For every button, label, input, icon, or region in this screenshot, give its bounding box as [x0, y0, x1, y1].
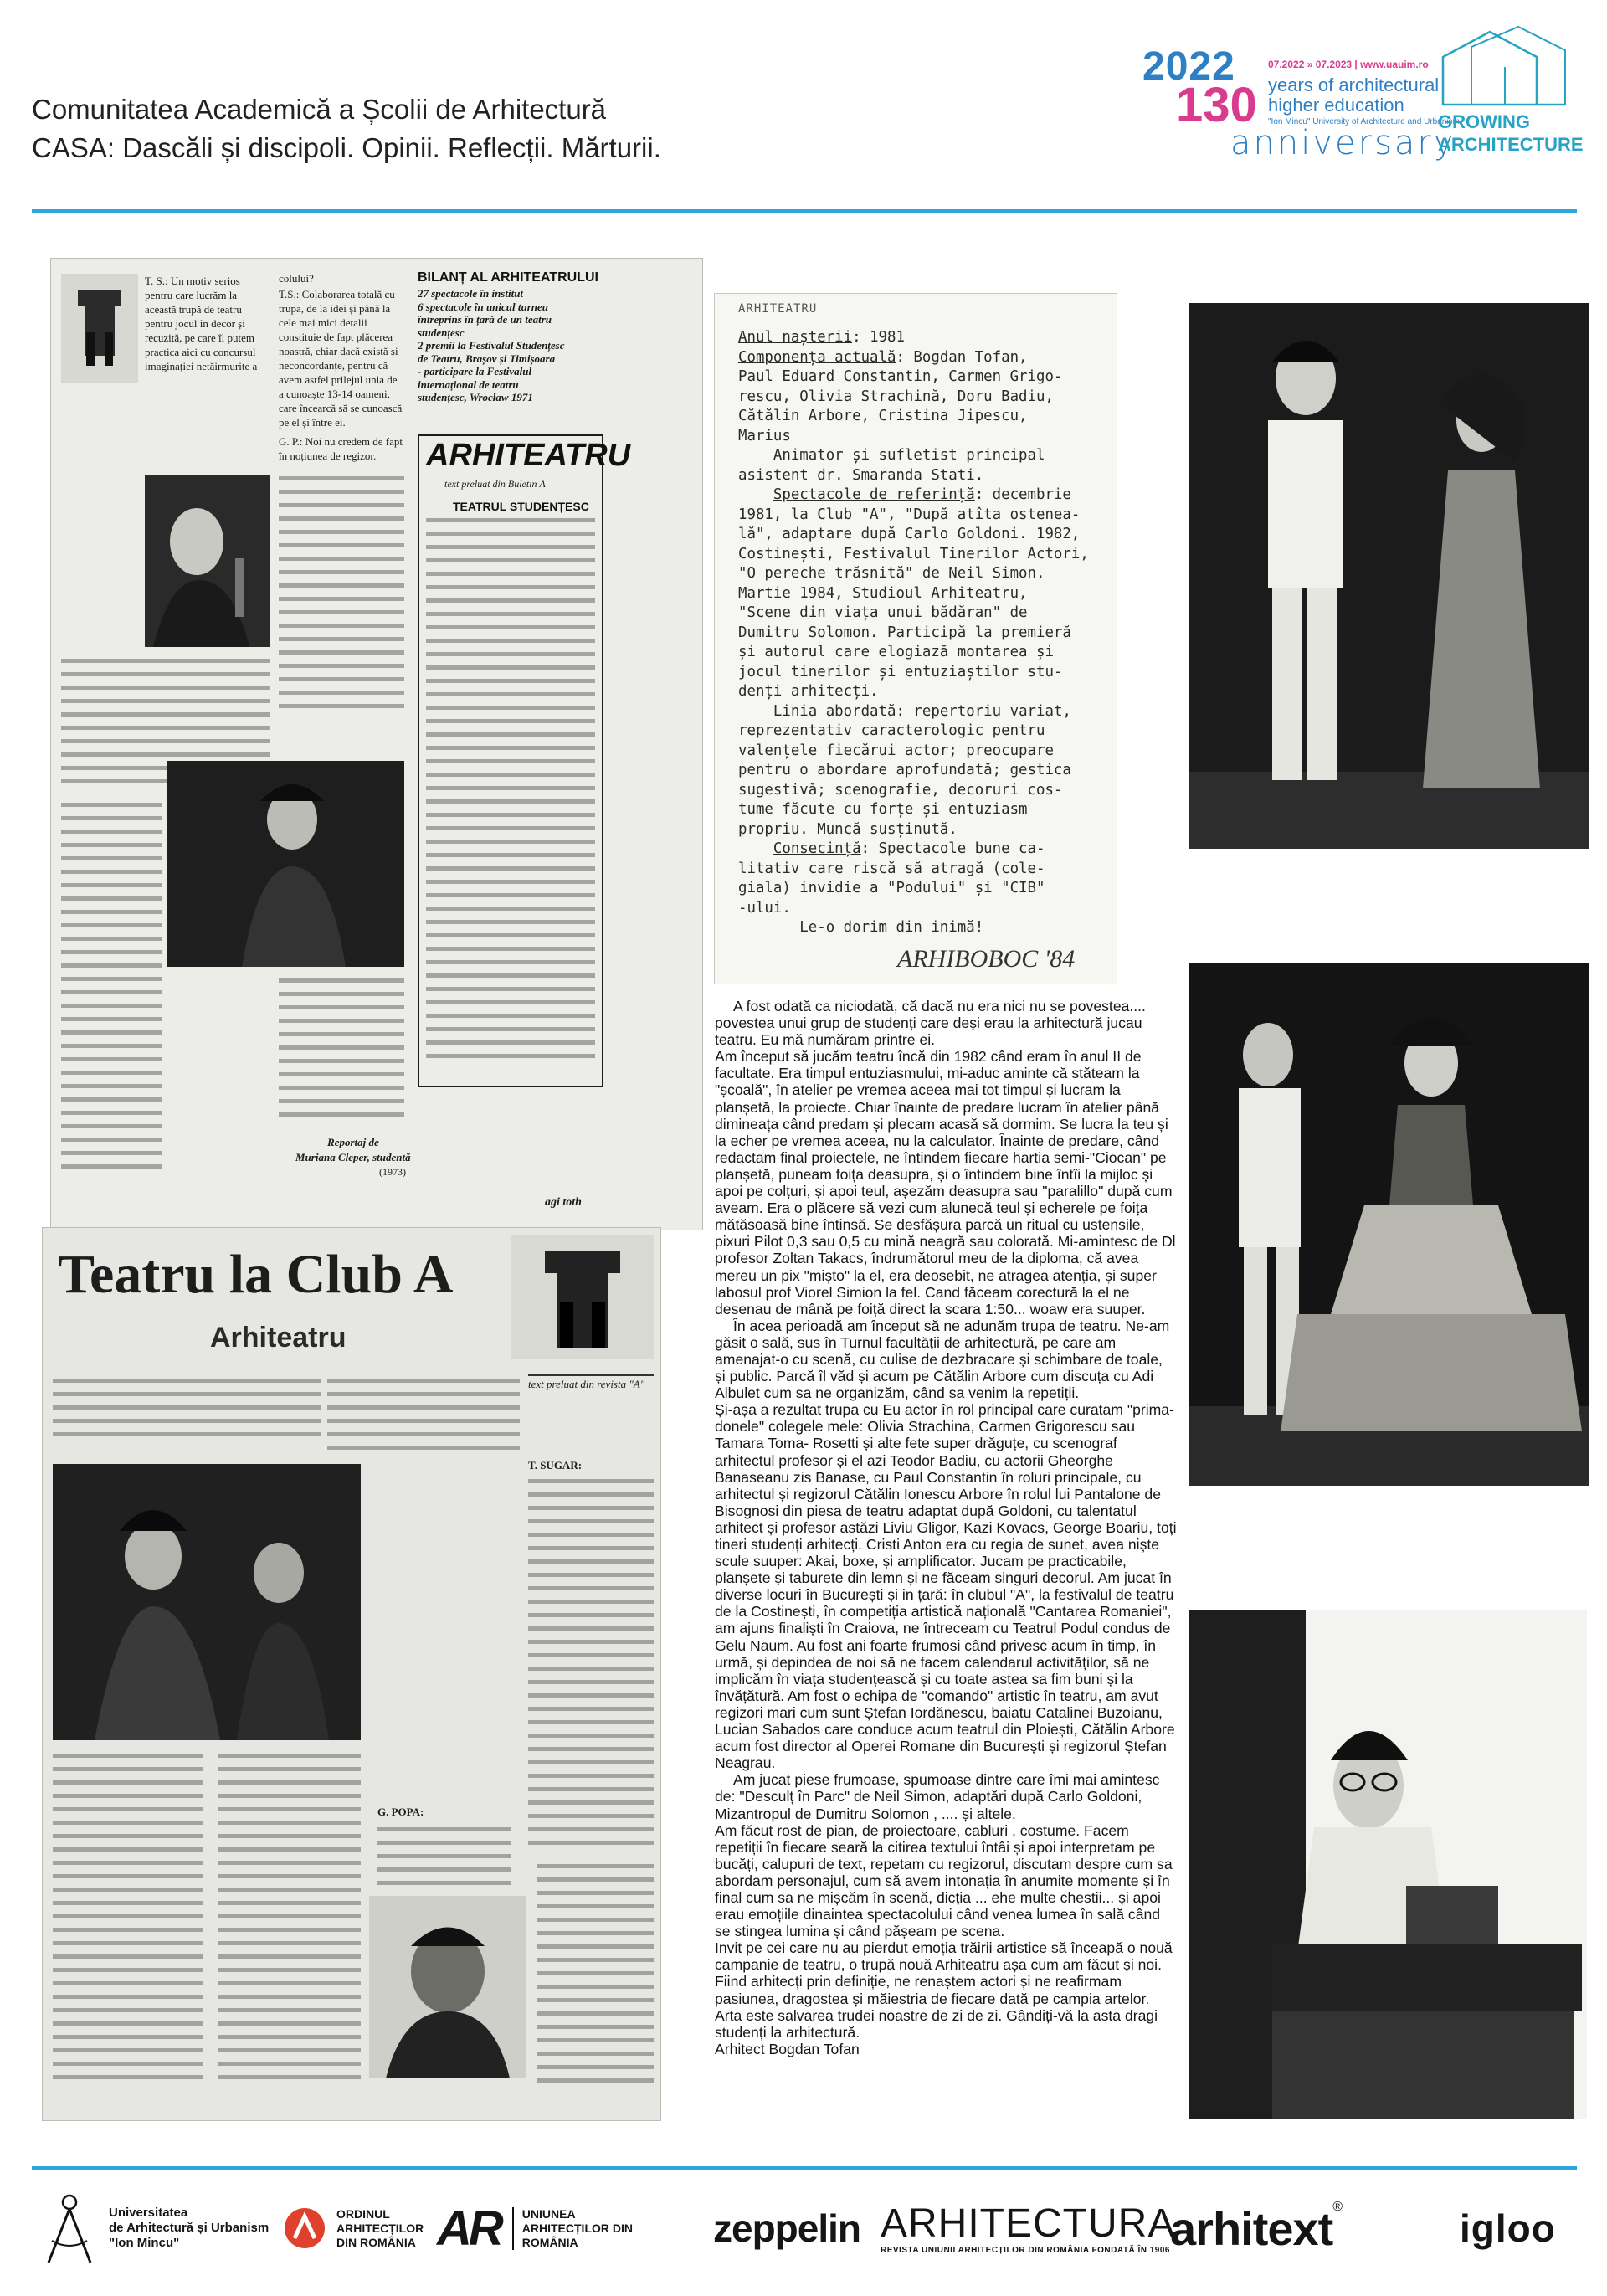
footer-divider	[32, 2166, 1577, 2170]
house-outline-icon	[1438, 25, 1580, 109]
clipping2-col3b-text	[537, 1864, 654, 2092]
typewriter-signature: ARHIBOBOC '84	[897, 945, 1076, 973]
anniversary-number: 130	[1176, 78, 1257, 132]
clipping1-ts-intro: T. S.: Un motiv serios pentru care lucrăm la această trupă de teatru pentru jocul în decor și recuzită, pe care îl putem practica aici cu concursul imaginației netăirmurite a	[145, 275, 258, 372]
article-author: Arhitect Bogdan Tofan	[715, 2040, 860, 2057]
typewriter-line: -ului.	[738, 899, 791, 917]
typewriter-line: Anul nașterii: 1981	[738, 329, 905, 346]
typewriter-line: denți arhitecți.	[738, 683, 879, 700]
typewriter-line: Costinești, Festivalul Tinerilor Actori,	[738, 545, 1089, 562]
typewriter-document	[714, 293, 1117, 984]
arhitectura-wordmark: ARHITECTURA	[881, 2201, 1176, 2246]
typewriter-line: litativ care riscă să atragă (cole-	[738, 860, 1045, 877]
clipping1-ts-reply: T.S.: Colaborarea totală cu trupa, de la idei și până la cele mai mici detalii constituie de fapt plăcerea noastră, chiar dacă există și neconcordanțe, pentru că avem astfel prilejul unia de a cunoaște 13-14 oameni, care încearcă să se cunoască pe el și între ei.	[279, 288, 403, 429]
typewriter-line: Dumitru Solomon. Participă la premieră	[738, 624, 1071, 641]
bilant-item: studențesc	[418, 326, 465, 339]
oar-line-1: ORDINUL	[336, 2206, 390, 2221]
growing-line-1: GROWING	[1438, 111, 1530, 132]
photo-costume-dance	[1189, 963, 1589, 1486]
clipping2-title: Teatru la Club A	[58, 1244, 454, 1305]
arhiteatru-box-source: text preluat din Buletin A	[444, 478, 546, 490]
clipping2-col2b-text	[377, 1827, 511, 1894]
clipping1-col2-top: colului?	[279, 272, 314, 285]
oar-line-3: DIN ROMÂNIA	[336, 2235, 416, 2249]
bilant-item: întreprins în țară de un teatru	[418, 313, 552, 326]
clipping1-signature: agi toth	[545, 1196, 582, 1209]
uar-mark: AR	[437, 2201, 501, 2256]
newspaper-clipping-1	[50, 258, 703, 1230]
typewriter-line: Martie 1984, Studioul Arhiteatru,	[738, 584, 1028, 602]
logo-arhitectura	[881, 2186, 1175, 2270]
title-line-1: Comunitatea Academică a Școlii de Arhitectură	[32, 94, 607, 125]
uar-line-2: ARHITECȚILOR DIN	[521, 2221, 633, 2235]
bilant-item: internațional de teatru	[418, 378, 519, 391]
article-paragraph: Am făcut rost de pian, de proiectoare, cabluri , costume. Facem repetiții în fiecare seară la citirea textului întâi și apoi interpretam pe bucăți, calupuri de text, repetam cu regizorul, discutam despre cum sa abordam personajul, cum să avem intonația în anumite momente și în final cum sa ne mișcăm în scenă, dicția ... ehe multe chestii... și apoi erau emoțiile dinaintea spectacolului când venea lumea în sală când se stingea lumina și când pășeam pe scena.	[715, 1821, 1173, 1940]
uauim-line-1: Universitatea	[109, 2206, 188, 2220]
uar-line-3: ROMÂNIA	[521, 2235, 578, 2249]
logo-zeppelin	[713, 2186, 860, 2270]
typewriter-line: "O pereche trăsnită" de Neil Simon.	[738, 565, 1045, 582]
anniversary-tagline-2: higher education	[1268, 95, 1404, 116]
typewriter-line: rescu, Olivia Strachină, Doru Badiu,	[738, 388, 1054, 405]
bilant-item: de Teatru, Brașov și Timișoara	[418, 352, 556, 365]
clipping2-popa-label: G. POPA:	[377, 1805, 424, 1818]
typewriter-line: Animator și sufletist principal	[738, 447, 1045, 464]
article-paragraph: Invit pe cei care nu au pierdut emoția trăirii artistice să înceapă o nouă campanie de teatru, o trupă nouă Arhiteatru așa cum am făcut și noi. Fiind arhitecți prin definiție, ne renaștem actori și ne reafirmam pasiunea, dragostea și măiestria de fiecare dată pe campia artelor. Arta este salvarea trudei noastre de zi de zi. Gândiți-vă la asta dragi studenți la arhitectură.	[715, 1939, 1173, 2041]
photo-duet-on-stage	[1189, 303, 1589, 849]
typewriter-line: "Scene din viața unui bădăran" de	[738, 604, 1028, 621]
clipping-photo-speaker	[145, 475, 270, 647]
typewriter-heading: Consecință	[773, 840, 861, 857]
article-body	[715, 998, 1177, 2057]
typewriter-line: Cătălin Arbore, Cristina Jipescu,	[738, 408, 1028, 424]
clipping1-year: (1973)	[379, 1166, 406, 1178]
bilant-item: 27 spectacole în institut	[418, 287, 524, 300]
zeppelin-wordmark: zeppelin	[713, 2206, 861, 2250]
igloo-wordmark: igloo	[1460, 2206, 1556, 2250]
clipping2-intro-text-b	[327, 1379, 520, 1459]
clipping2-intro-text	[53, 1379, 321, 1446]
logo-uar	[437, 2186, 633, 2270]
clipping1-gp-line: G. P.: Noi nu credem de fapt în noțiunea de regizor.	[279, 435, 403, 462]
typewriter-header: ARHITEATRU	[738, 302, 818, 316]
growing-line-2: ARCHITECTURE	[1438, 134, 1584, 155]
typewriter-line: Consecință: Spectacole bune ca-	[773, 840, 1045, 857]
typewriter-line: 1981, la Club "A", "După atîta ostenea-	[738, 506, 1081, 523]
clipping-photo-costume-small	[511, 1235, 654, 1359]
arhitext-wordmark: arhitext	[1170, 2201, 1333, 2255]
anniversary-tagline	[1268, 75, 1439, 116]
oar-emblem-icon	[283, 2206, 326, 2250]
growing-architecture-text	[1438, 110, 1584, 156]
arhiteatru-box-title: ARHITEATRU	[426, 438, 631, 473]
typewriter-heading: Anul nașterii	[738, 329, 853, 346]
clipping2-sugar-label: T. SUGAR:	[528, 1459, 583, 1472]
typewriter-heading: Componența actuală	[738, 348, 896, 366]
clipping-photo-stage-scene	[53, 1464, 361, 1740]
typewriter-line: reprezentativ caracterologic pentru	[738, 722, 1045, 739]
clipping2-col3-text	[528, 1479, 654, 1854]
clipping1-text-col2b	[279, 978, 404, 1126]
bilant-item: - participare la Festivalul	[418, 365, 532, 378]
typewriter-line: Spectacole de referință: decembrie	[773, 486, 1071, 503]
logo-uauim	[40, 2186, 269, 2270]
anniversary-logo	[1142, 33, 1460, 167]
clipping1-text-col2	[279, 476, 404, 717]
teatrul-studentesc-heading: TEATRUL STUDENȚESC	[453, 500, 589, 513]
typewriter-line: Marius	[738, 427, 791, 444]
typewriter-line: asistent dr. Smaranda Stati.	[738, 466, 984, 484]
typewriter-line: Linia abordată: repertoriu variat,	[773, 702, 1071, 720]
typewriter-heading: Linia abordată	[773, 702, 896, 720]
article-paragraph: A fost odată ca niciodată, că dacă nu era nici nu se povestea.... povestea unui grup de studenți care deși erau la arhitectură jucau teatru. Eu mă număram printre ei.	[715, 998, 1146, 1049]
arhitectura-tagline: REVISTA UNIUNII ARHITECȚILOR DIN ROMÂNIA FONDATĂ ÎN 1906	[881, 2245, 1170, 2255]
clipping1-text-col1b	[61, 803, 162, 1178]
typewriter-line: valențele fiecărui actor; preocupare	[738, 742, 1054, 759]
clipping2-subtitle: Arhiteatru	[210, 1322, 347, 1353]
typewriter-line: Le-o dorim din inimă!	[738, 919, 984, 936]
uauim-line-3: "Ion Mincu"	[109, 2236, 180, 2250]
bilant-item: studențesc, Wrocław 1971	[418, 391, 533, 403]
article-paragraph: Am început să jucăm teatru încă din 1982 când eram în anul II de facultate. Era timpul entuziasmului, mi-aduc aminte că stăteam la "școală", în atelier pe vremea aceea mai tot timpul și lucram la planșetă, la proiecte. Chiar înainte de predare lucram în atelier până dimineața când predam și plecam acasă să dormim. Se lucra la teu și la echer pe vremea aceea, nu la calculator. Înainte de predare, când redactam final proiectele, ne întindem fiecare hartia semi-"Ciocan" pe planșetă, puneam foița deasupra, și o întindem bine întîi la mijloc și apoi pe colțuri, și apoi teul, așezăm deasupra sau "paralillo" după cum aveam. Era o plăcere să vezi cum alunecă teul și echerele pe foița mătăsoasă bine întinsă. Se desfășura parcă un ritual cu ustensile, pixuri Pilot 0,3 sau 0,5 cu mină neagră sau colorată. Mi-amintesc de Dl profesor Zoltan Takacs, îndrumătorul meu de la diploma, că avea mereu un pix "mișto" la el, era deosebit, ne atragea atenția, și super labosul prof Viorel Simion la fel. Cand făceam corectură la el ne desenau de mână pe foiță direct la scara 1:50... woaw era suuper.	[715, 1048, 1176, 1318]
clipping-photo-portrait	[369, 1896, 526, 2078]
clipping2-source: text preluat din revista "A"	[528, 1374, 654, 1391]
typewriter-line: Componența actuală: Bogdan Tofan,	[738, 348, 1028, 366]
newspaper-clipping-2	[42, 1227, 661, 2121]
typewriter-line: sugestivă; scenografie, decoruri cos-	[738, 781, 1063, 799]
typewriter-line: propriu. Muncă susținută.	[738, 820, 958, 838]
typewriter-line: tume făcute cu forțe și entuziasm	[738, 801, 1028, 818]
photo-man-at-piano	[1189, 1610, 1587, 2119]
typewriter-line: și autorul care elogiază montarea și	[738, 644, 1054, 660]
typewriter-line: Paul Eduard Constantin, Carmen Grigo-	[738, 368, 1063, 385]
arhiteatru-box-text	[426, 518, 595, 1067]
arhiteatru-box	[418, 434, 631, 1087]
typewriter-line: giala) invidie a "Podului" și "CIB"	[738, 880, 1045, 896]
logo-oar	[283, 2186, 424, 2270]
title-line-2: CASA: Dascăli și discipoli. Opinii. Reflecții. Mărturii.	[32, 132, 661, 163]
clipping2-col1-text	[53, 1754, 203, 2088]
article-paragraph: Și-așa a rezultat trupa cu Eu actor în rol principal care curatam "prima-donele" colegele mele: Olivia Strachina, Carmen Grigorescu sau Tamara Toma- Rosetti și alte fete super drăguțe, cu scenograf arhitectul profesor și el azi Teodor Badiu, cu actorii Gheorghe Banaseanu zis Banase, cu Paul Constantin în roluri principale, cu arhitectul și regizorul Cătălin Ionescu Arbore în rolul lui Pantalone de Bisognosi din piesa de teatru adaptat după Goldoni, cu talentatul arhitect și profesor astăzi Liviu Gligor, Kazi Kovacs, George Boariu, toți tineri studenți arhitecți. Cristi Anton era cu regia de sunet, avea niște scule suuper: Akai, boxe, și amplificator. Jucam pe practicabile, planșete și taburete din lemn și ne făceam singuri decorul. Am jucat în diverse locuri în București și in țară: în clubul "A", la festivalul de teatru de la Costinești, în competiția artistică națională "Cantarea Romaniei", am ajuns finaliști în Craiova, ne întreceam cu Teatrul Podul condus de Gelu Naum. Au fost ani foarte frumosi când privesc acum în timp, în urmă, și depindea de noi să ne facem calendarul activităților, să ne implicăm în viața studențească și cu toate astea sa fim buni și la învățătură. Am fost o echipa de "comando" artistic în teatru, am avut regizori mari cum sunt Ștefan Iordănescu, baiatu Catalinei Buzoianu, Lucian Sabados care conduce acum teatrul din Ploiești, Cătălin Arbore acum fost director al Operei Romane din București și regizorul Ștefan Neagrau.	[715, 1401, 1177, 1772]
uar-line-1: UNIUNEA	[521, 2206, 576, 2221]
bilant-list	[418, 287, 585, 404]
bilant-title: BILANȚ AL ARHITEATRULUI	[418, 270, 598, 285]
header-divider	[32, 209, 1577, 213]
article-paragraph: În acea perioadă am început să ne adunăm trupa de teatru. Ne-am găsit o sală, sus în Turnul facultății de arhitectură, pe care am amenajat-o cu scenă, cu culise de dezbracare și schimbare de toale, și public. Parcă îl văd și acum pe Cătălin Arbore cum discuța cu Adi Albulet cum sa ne organizăm, când sa venim la repetiții.	[715, 1317, 1170, 1402]
anniversary-university: "Ion Mincu" University of Architecture and Urbanism	[1268, 117, 1460, 126]
anniversary-dates: 07.2022 » 07.2023 | www.uauim.ro	[1268, 59, 1429, 70]
logo-arhitext	[1170, 2186, 1343, 2270]
typewriter-line: pentru o abordare aprofundată; gestica	[738, 762, 1071, 778]
logo-igloo	[1460, 2186, 1556, 2270]
uauim-compass-icon	[40, 2191, 99, 2266]
bilant-item: 6 spectacole în unicul turneu	[418, 300, 549, 313]
clipping1-author: Muriana Cleper, studentă	[295, 1151, 411, 1163]
typewriter-heading: Spectacole de referință	[773, 486, 975, 503]
anniversary-tagline-1: years of architectural	[1268, 74, 1440, 95]
anniversary-word: anniversary	[1230, 124, 1456, 162]
bilant-item: 2 premii la Festivalul Studențesc	[418, 339, 565, 352]
uauim-line-2: de Arhitectură și Urbanism	[109, 2221, 270, 2235]
clipping2-col2-text	[218, 1754, 361, 2088]
registered-icon: ®	[1332, 2200, 1343, 2214]
clipping-photo-actor-hat	[167, 761, 404, 967]
page-title	[32, 90, 661, 167]
anniversary-year: 2022	[1142, 44, 1235, 89]
clipping1-reportaj: Reportaj de	[327, 1136, 379, 1148]
clipping-photo-costumes	[61, 274, 138, 383]
article-paragraph: Am jucat piese frumoase, spumoase dintre care îmi mai amintesc de: "Desculț în Parc" de Neil Simon, adaptări după Carlo Goldoni, Mizantropul de Dumitru Solomon , .... și altele.	[715, 1771, 1160, 1822]
growing-architecture-logo	[1438, 25, 1584, 167]
typewriter-line: lă", adaptare după Carlo Goldoni. 1982,	[738, 526, 1081, 542]
oar-line-2: ARHITECȚILOR	[336, 2221, 424, 2235]
typewriter-line: jocul tinerilor și entuziaștilor stu-	[738, 663, 1063, 681]
